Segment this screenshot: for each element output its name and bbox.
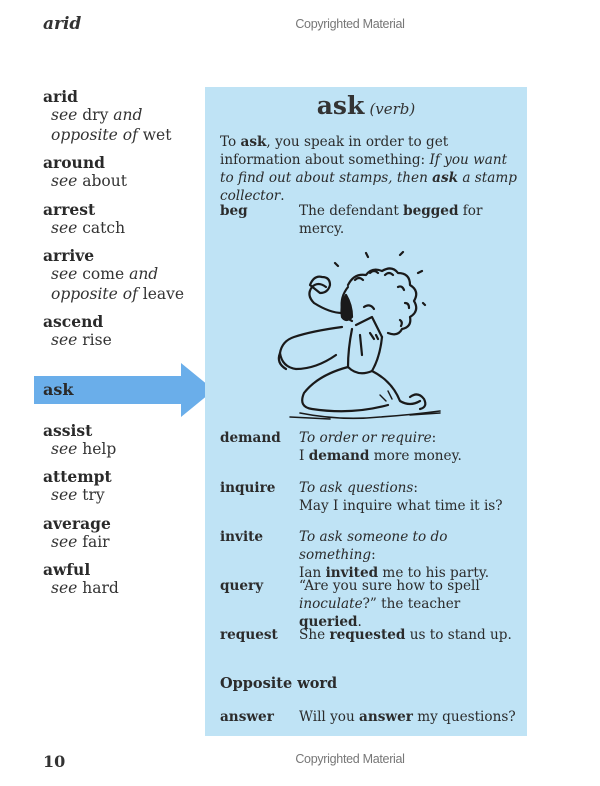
headword: ask xyxy=(316,91,365,120)
index-ref: see fair xyxy=(51,532,110,551)
synonym-word: inquire xyxy=(220,480,276,496)
index-entry-awful xyxy=(43,560,203,599)
watermark-bottom: Copyrighted Material xyxy=(295,752,405,766)
index-ref: see catch xyxy=(51,218,126,237)
opposite-heading: Opposite word xyxy=(220,675,338,692)
index-word: arrive xyxy=(43,246,95,265)
synonym-example: The defendant begged for mercy. xyxy=(299,203,483,237)
index-word: average xyxy=(43,513,111,533)
index-word: awful xyxy=(43,560,91,579)
page-number: 10 xyxy=(43,752,66,771)
index-word: arid xyxy=(43,87,78,106)
entry-headword xyxy=(205,91,527,120)
synonym-word: beg xyxy=(220,203,248,219)
synonym-definition: To order or require: I demand more money. xyxy=(299,430,462,464)
index-entry-arrest xyxy=(43,200,203,239)
index-word: assist xyxy=(43,420,93,440)
synonym-word: request xyxy=(220,627,278,643)
index-list xyxy=(43,87,203,607)
index-word: ascend xyxy=(43,312,104,331)
synonym-example: She requested us to stand up. xyxy=(299,627,512,643)
index-ref: see about xyxy=(51,172,127,190)
index-word: arrest xyxy=(43,199,96,219)
index-ref: see come and xyxy=(51,265,159,283)
index-entry-arid xyxy=(43,87,203,145)
index-word: around xyxy=(43,153,105,172)
index-ref: opposite of wet xyxy=(51,125,172,144)
index-ref: see help xyxy=(51,439,117,458)
synonym-definition: To ask questions: May I inquire what time it is? xyxy=(299,480,503,514)
synonym-word: invite xyxy=(220,529,264,545)
opposite-word: answer xyxy=(220,709,274,725)
index-word: attempt xyxy=(43,467,112,486)
index-ref: see try xyxy=(51,486,105,504)
part-of-speech: (verb) xyxy=(369,100,416,118)
index-entry-around xyxy=(43,153,203,192)
definition: To ask, you speak in order to get information about something: If you want to find out about stamps, then ask a stamp collector. xyxy=(220,134,517,204)
running-head: arid xyxy=(43,14,82,34)
highlighted-word: ask xyxy=(43,380,74,399)
synonym-word: query xyxy=(220,578,264,594)
index-entry-average xyxy=(43,514,203,553)
synonym-definition: To ask someone to do something: Ian invited me to his party. xyxy=(299,529,490,581)
index-ref: see dry and xyxy=(51,106,143,124)
index-entry-assist xyxy=(43,421,203,460)
synonym-example: “Are you sure how to spell inoculate?” the teacher queried. xyxy=(299,578,480,630)
index-entry-arrive xyxy=(43,246,203,304)
entry-panel xyxy=(205,87,527,736)
index-ref: opposite of leave xyxy=(51,284,185,303)
watermark-top: Copyrighted Material xyxy=(295,17,405,31)
index-ref: see hard xyxy=(51,579,119,597)
opposite-example: Will you answer my questions? xyxy=(299,709,516,725)
synonym-word: demand xyxy=(220,430,281,446)
index-entry-attempt xyxy=(43,467,203,506)
index-ref: see rise xyxy=(51,331,112,349)
kneeling-man-illustration xyxy=(260,245,460,435)
index-entry-ascend xyxy=(43,312,203,351)
